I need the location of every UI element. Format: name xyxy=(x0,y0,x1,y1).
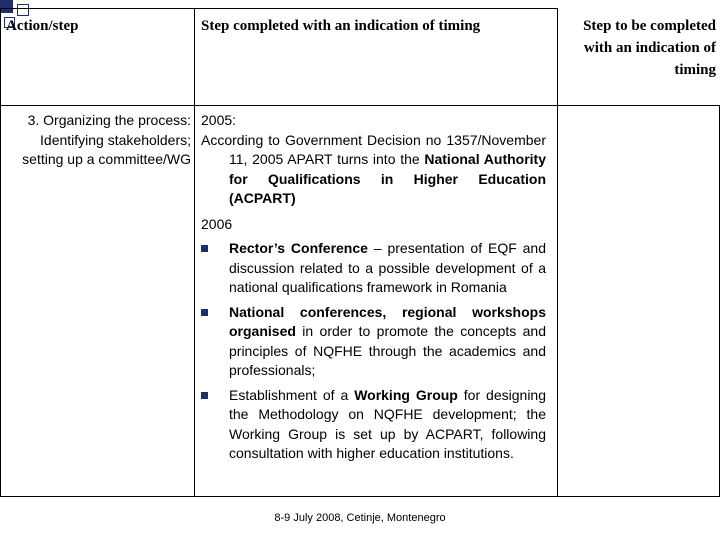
bullet-bold-text: Rector’s Conference xyxy=(229,240,368,256)
action-step-text: 3. Organizing the process: Identifying stakeholders; setting up a committee/WG xyxy=(22,112,191,167)
completed-steps-cell xyxy=(201,111,546,464)
acpart-bold-text: National Authority for Qualifications in Higher Education (ACPART) xyxy=(229,151,547,206)
year-2005-label: 2005: xyxy=(201,112,237,128)
year-2006-label: 2006 xyxy=(201,215,233,232)
square-bullet-icon xyxy=(201,392,208,399)
header-step-completed: Step completed with an indication of timing xyxy=(201,18,481,34)
decorative-square-large xyxy=(0,0,13,13)
bullet-text: in order to promote the concepts and principles of NQFHE through the academics and professionals; xyxy=(229,323,546,378)
square-bullet-icon xyxy=(201,309,208,316)
list-item xyxy=(201,239,546,298)
square-bullet-icon xyxy=(201,245,208,252)
list-item xyxy=(201,303,546,381)
header-action-step: Action/step xyxy=(6,18,79,34)
header-step-to-be-completed: Step to be completed with an indication of timing xyxy=(583,18,716,78)
table-top-border xyxy=(0,8,557,9)
bullet-text: for designing the Methodology on NQFHE development; the Working Group is set up by ACPART, following consultation with higher education institutions. xyxy=(229,386,546,461)
table-header-bottom-border xyxy=(0,105,720,106)
table-left-border xyxy=(0,8,1,497)
bullet-bold-text: Working Group xyxy=(354,386,458,403)
list-item xyxy=(201,386,546,464)
bullet-text: – presentation of EQF and discussion related to a possible development of a national qualifications framework in Romania xyxy=(229,240,547,295)
footer-text: 8-9 July 2008, Cetinje, Montenegro xyxy=(274,512,446,524)
table-column-divider-2 xyxy=(557,8,558,497)
table-column-divider-1 xyxy=(194,8,195,497)
decision-intro-text: According to Government Decision no 1357/November 11, 2005 APART turns into the xyxy=(201,131,546,167)
bullet-pre-text: Establishment of a xyxy=(229,386,355,403)
bullet-bold-text: National conferences, regional workshops organised xyxy=(229,303,546,339)
government-decision-text xyxy=(201,131,546,209)
table-bottom-border xyxy=(0,496,720,497)
